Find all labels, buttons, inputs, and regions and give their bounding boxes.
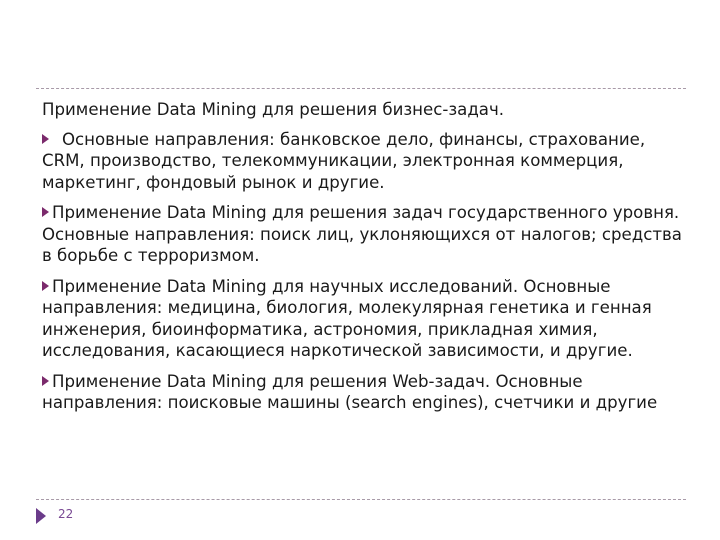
intro-text: Применение Data Mining для решения бизнес-задач.	[42, 100, 505, 119]
bullet-item-3	[42, 276, 682, 362]
intro-paragraph	[42, 99, 682, 121]
slide-content	[42, 99, 682, 423]
bullet-item-2	[42, 202, 682, 267]
top-divider	[36, 88, 686, 89]
bullet-triangle-icon	[42, 207, 49, 217]
bullet-text-1: Основные направления: банковское дело, финансы, страхование, CRM, производство, телекоммуникации, электронная коммерция, маркетинг, фондовый рынок и другие.	[42, 129, 646, 192]
bottom-divider	[36, 499, 686, 500]
slide-footer	[0, 504, 720, 534]
bullet-triangle-icon	[42, 376, 49, 386]
bullet-item-4	[42, 371, 682, 414]
footer-arrow-icon	[36, 508, 46, 524]
bullet-text-2: Применение Data Mining для решения задач государственного уровня. Основные направления: поиск лиц, уклоняющихся от налогов; средства в борьбе с терроризмом.	[42, 203, 682, 265]
bullet-text-4: Применение Data Mining для решения Web-задач. Основные направления: поисковые машины (search engines), счетчики и другие	[42, 371, 658, 412]
bullet-item-1	[42, 129, 682, 194]
bullet-triangle-icon	[42, 281, 49, 291]
bullet-text-3: Применение Data Mining для научных исследований. Основные направления: медицина, биология, молекулярная генетика и генная инженерия, биоинформатика, астрономия, прикладная химия, исследования, касающиеся наркотической зависимости, и другие.	[42, 276, 652, 360]
bullet-triangle-icon	[42, 134, 49, 144]
page-number: 22	[58, 507, 74, 521]
